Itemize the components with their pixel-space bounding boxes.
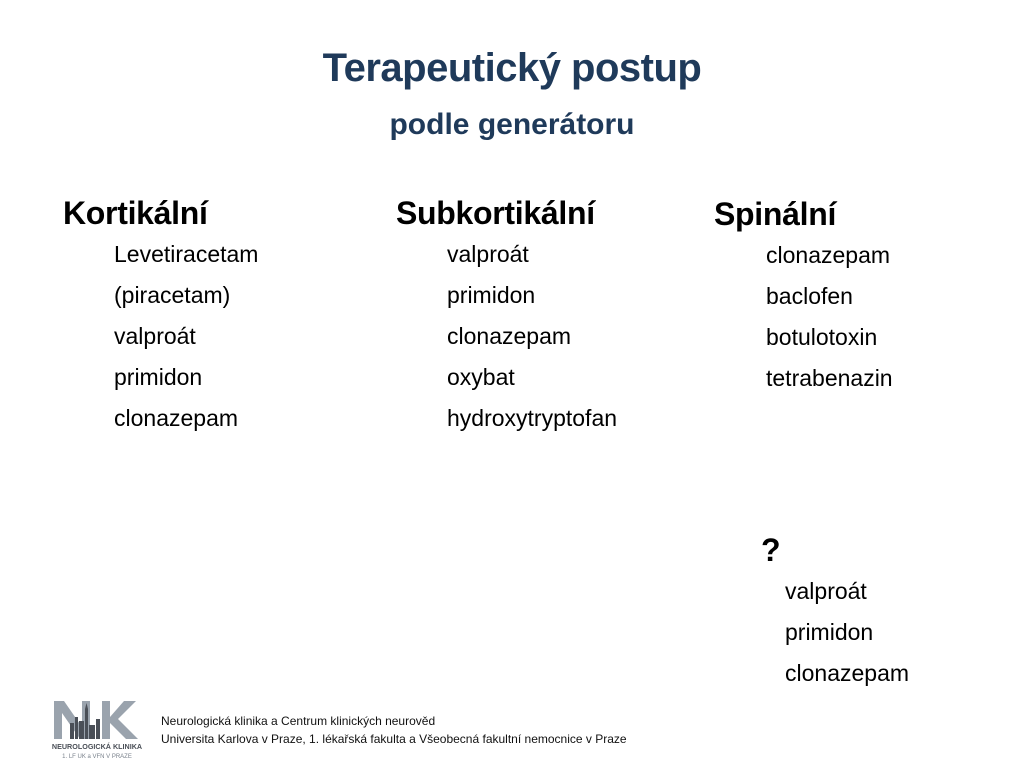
list-item: clonazepam bbox=[447, 323, 572, 349]
section-unknown-generator bbox=[761, 530, 909, 694]
list-item: baclofen bbox=[766, 283, 853, 309]
column-heading: Kortikální bbox=[63, 195, 208, 231]
column-heading: Spinální bbox=[714, 196, 837, 232]
drug-list bbox=[447, 234, 617, 439]
list-item: clonazepam bbox=[766, 242, 891, 268]
list-item: valproát bbox=[447, 241, 529, 267]
list-item: Levetiracetam bbox=[114, 241, 259, 267]
footer-line-university: Universita Karlova v Praze, 1. lékařská fakulta a Všeobecná fakultní nemocnice v Praze bbox=[161, 732, 627, 746]
list-item: clonazepam bbox=[114, 405, 239, 431]
logo-subtext: 1. LF UK a VFN V PRAZE bbox=[62, 754, 132, 760]
column-subkortikalni bbox=[396, 193, 617, 439]
list-item: oxybat bbox=[447, 364, 515, 390]
list-item: botulotoxin bbox=[766, 324, 878, 350]
column-kortikalni bbox=[63, 193, 258, 439]
list-item: primidon bbox=[114, 364, 203, 390]
column-spinalni bbox=[714, 194, 893, 399]
list-item: valproát bbox=[114, 323, 196, 349]
slide-title: Terapeutický postup bbox=[322, 46, 702, 90]
list-item: primidon bbox=[447, 282, 536, 308]
footer-line-institution: Neurologická klinika a Centrum klinických neurověd bbox=[161, 714, 436, 728]
question-heading: ? bbox=[761, 532, 781, 568]
drug-list bbox=[785, 571, 909, 694]
footer bbox=[161, 712, 627, 748]
column-heading: Subkortikální bbox=[396, 195, 595, 231]
slide-subtitle: podle generátoru bbox=[389, 108, 635, 141]
list-item: hydroxytryptofan bbox=[447, 405, 618, 431]
drug-list bbox=[766, 235, 893, 399]
list-item: primidon bbox=[785, 619, 874, 645]
drug-list bbox=[114, 234, 258, 439]
list-item: valproát bbox=[785, 578, 867, 604]
list-item: (piracetam) bbox=[114, 282, 231, 308]
neurologicka-klinika-logo bbox=[52, 699, 142, 761]
logo-text: NEUROLOGICKÁ KLINIKA bbox=[52, 742, 142, 751]
list-item: clonazepam bbox=[785, 660, 910, 686]
list-item: tetrabenazin bbox=[766, 365, 893, 391]
